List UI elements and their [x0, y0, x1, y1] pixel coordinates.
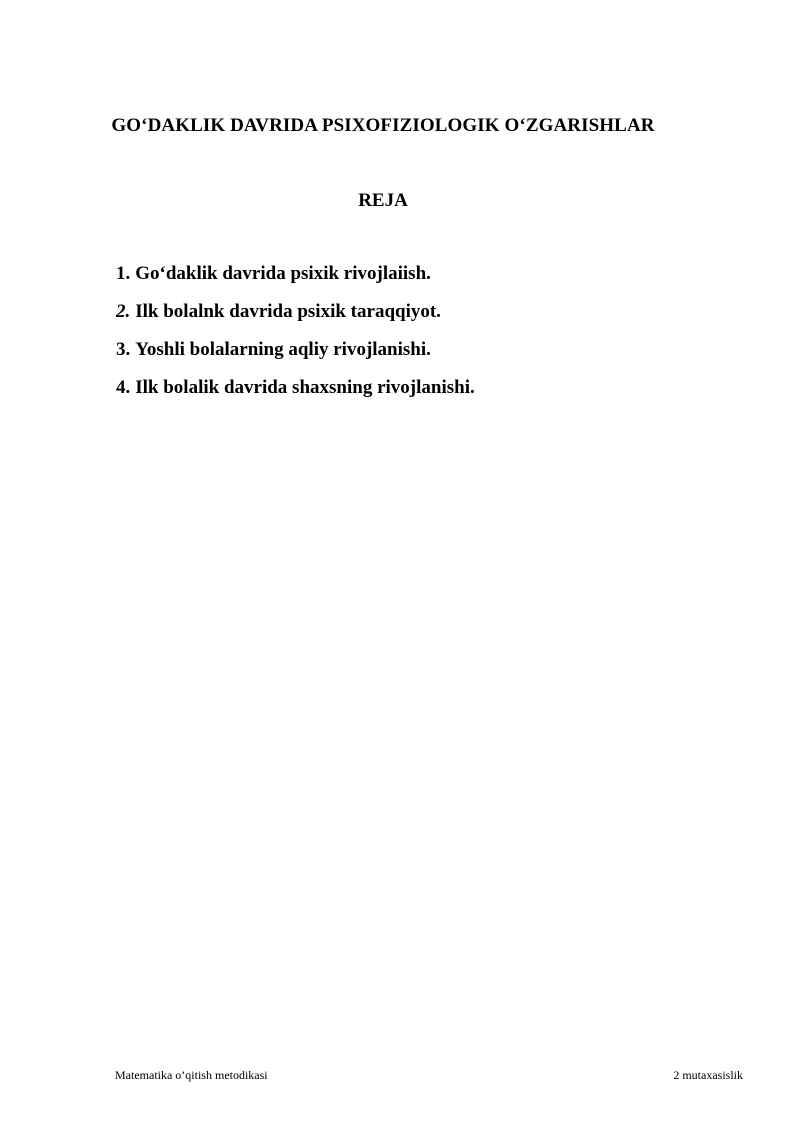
page-title: GO‘DAKLIK DAVRIDA PSIXOFIZIOLOGIK O‘ZGARISHLAR	[111, 115, 655, 136]
plan-item-number: 1.	[116, 263, 131, 284]
plan-item-2	[116, 300, 475, 324]
plan-list	[116, 262, 475, 414]
plan-item-1	[116, 262, 475, 286]
plan-item-text: Yoshli bolalarning aqliy rivojlanishi.	[135, 339, 431, 360]
plan-item-text: Ilk bolalik davrida shaxsning rivojlanishi.	[135, 377, 475, 398]
plan-item-number: 4.	[116, 377, 131, 398]
plan-item-4	[116, 376, 475, 400]
plan-item-text: Go‘daklik davrida psixik rivojlaiish.	[135, 263, 431, 284]
plan-item-number: 3.	[116, 339, 131, 360]
plan-heading: REJA	[358, 190, 408, 211]
footer-right-text: 2 mutaxasislik	[673, 1068, 743, 1082]
footer-left-text: Matematika o’qitish metodikasi	[115, 1068, 268, 1082]
plan-item-number: 2.	[116, 301, 131, 322]
plan-item-3	[116, 338, 475, 362]
plan-item-text: Ilk bolalnk davrida psixik taraqqiyot.	[135, 301, 441, 322]
